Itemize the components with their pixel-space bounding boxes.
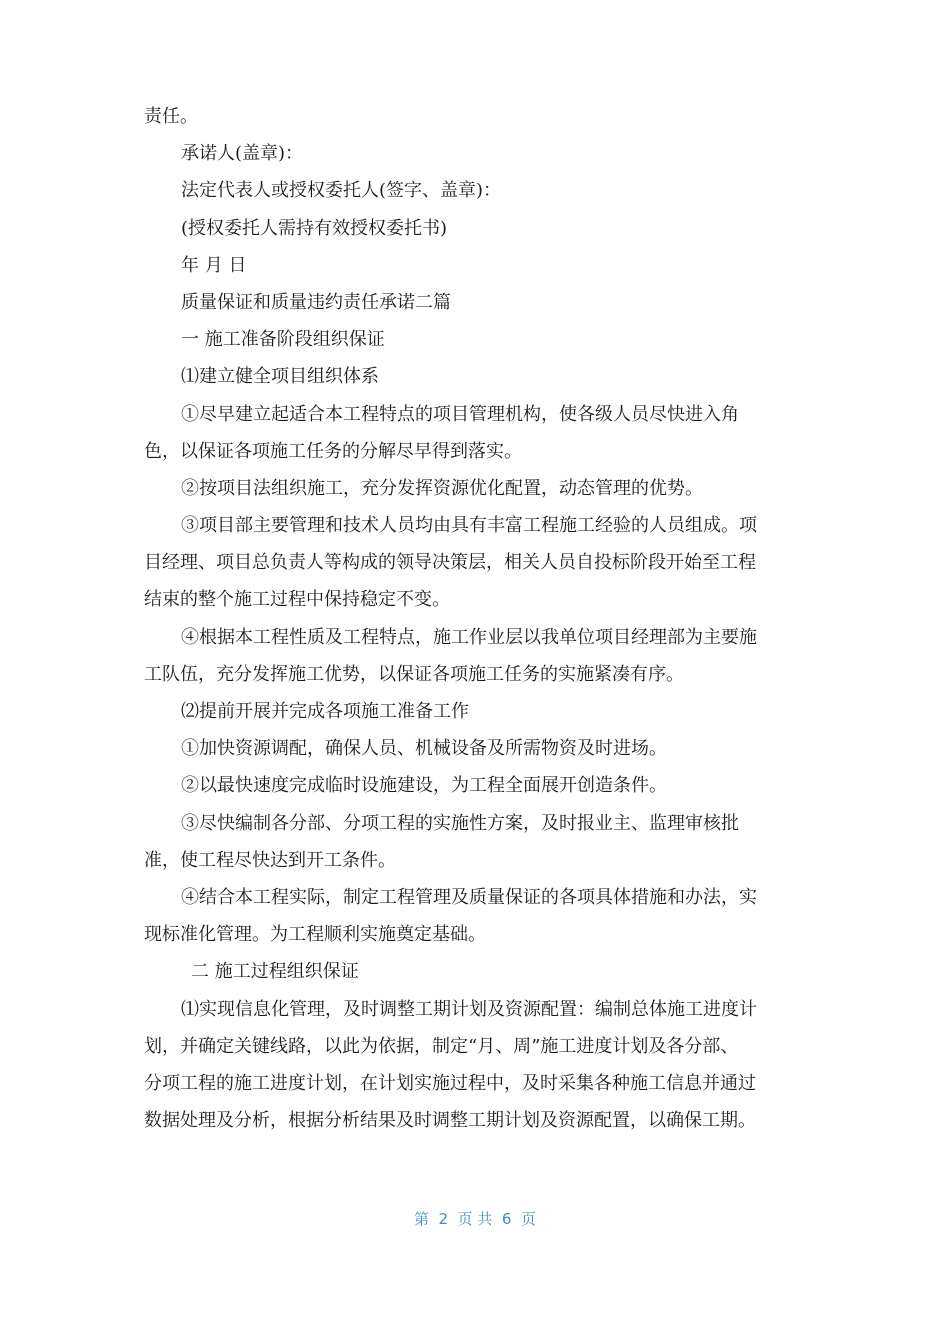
paragraph-line: 结束的整个施工过程中保持稳定不变。 (144, 589, 450, 611)
paragraph-line: 目经理、项目总负责人等构成的领导决策层，相关人员自投标阶段开始至工程 (144, 552, 756, 574)
paragraph-line: ③尽快编制各分部、分项工程的实施性方案，及时报业主、监理审核批 (181, 812, 739, 834)
heading-two: 二 施工过程组织保证 (191, 961, 359, 983)
authorization-note: (授权委托人需持有效授权委托书) (181, 217, 448, 239)
paragraph-line: ②以最快速度完成临时设施建设，为工程全面展开创造条件。 (181, 775, 667, 797)
document-body (144, 98, 796, 1139)
paragraph-line: 责任。 (144, 106, 198, 127)
heading-one: 一 施工准备阶段组织保证 (181, 329, 385, 351)
paragraph-line: 分项工程的施工进度计划，在计划实施过程中，及时采集各种施工信息并通过 (144, 1072, 756, 1094)
paragraph-line: ⑴实现信息化管理，及时调整工期计划及资源配置：编制总体施工进度计 (181, 998, 757, 1020)
paragraph-line: ③项目部主要管理和技术人员均由具有丰富工程施工经验的人员组成。项 (181, 515, 757, 537)
subheading: ⑵提前开展并完成各项施工准备工作 (181, 701, 469, 722)
paragraph-line: ①尽早建立起适合本工程特点的项目管理机构，使各级人员尽快进入角 (181, 403, 739, 425)
paragraph-line: 现标准化管理。为工程顺利实施奠定基础。 (144, 924, 486, 946)
paragraph-line: ①加快资源调配，确保人员、机械设备及所需物资及时进场。 (181, 738, 667, 760)
paragraph-line: ②按项目法组织施工，充分发挥资源优化配置，动态管理的优势。 (181, 477, 703, 499)
date-line: 年 月 日 (181, 254, 247, 276)
paragraph-line: 数据处理及分析，根据分析结果及时调整工期计划及资源配置，以确保工期。 (144, 1110, 756, 1132)
paragraph-line: 工队伍，充分发挥施工优势，以保证各项施工任务的实施紧凑有序。 (144, 663, 684, 685)
subheading: ⑴建立健全项目组织体系 (181, 366, 379, 388)
page-number-footer: 第 2 页 共 6 页 (414, 1210, 536, 1228)
legal-representative-line: 法定代表人或授权委托人(签字、盖章)： (181, 180, 502, 202)
paragraph-line: ④根据本工程性质及工程特点，施工作业层以我单位项目经理部为主要施 (181, 626, 757, 648)
section-title: 质量保证和质量违约责任承诺二篇 (181, 291, 451, 313)
paragraph-line: ④结合本工程实际，制定工程管理及质量保证的各项具体措施和办法，实 (181, 886, 757, 908)
promisor-line: 承诺人(盖章)： (181, 143, 304, 165)
paragraph-line: 准，使工程尽快达到开工条件。 (144, 849, 396, 871)
paragraph-line: 色，以保证各项施工任务的分解尽早得到落实。 (144, 440, 522, 462)
paragraph-line: 划，并确定关键线路，以此为依据，制定“月、周”施工进度计划及各分部、 (144, 1035, 739, 1057)
